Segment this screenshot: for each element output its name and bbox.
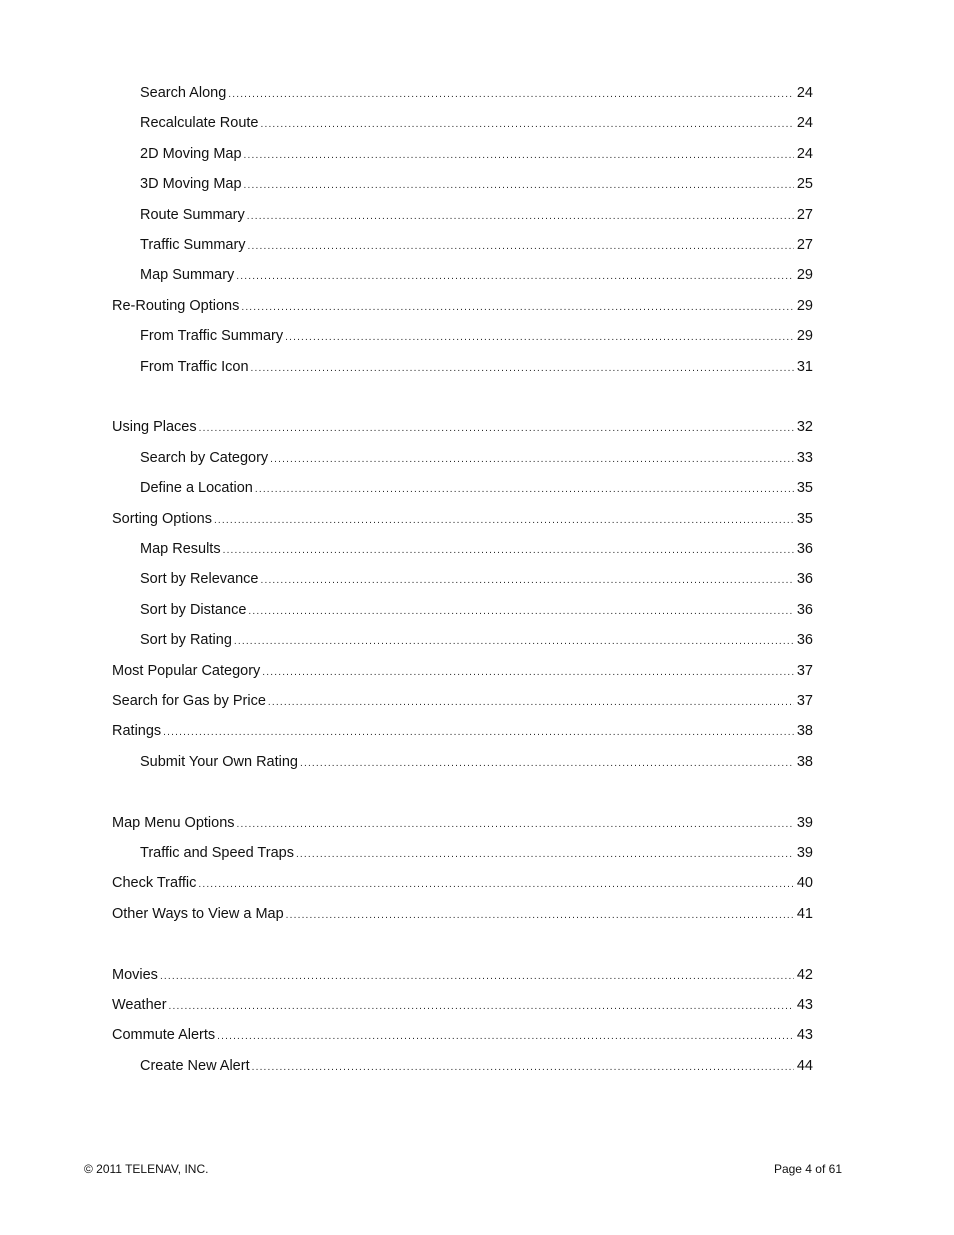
toc-entry-title: Search Along <box>140 85 227 101</box>
toc-entry-page: 24 <box>796 115 813 131</box>
toc-entry-title: Sort by Relevance <box>140 571 259 587</box>
toc-dot-leader <box>270 450 794 470</box>
toc-entry-title: Submit Your Own Rating <box>140 754 298 770</box>
toc-entry-page: 37 <box>796 663 813 679</box>
toc-entry[interactable] <box>112 965 813 985</box>
footer-page-number: Page 4 of 61 <box>773 1162 842 1176</box>
toc-dot-leader <box>244 146 794 166</box>
toc-entry-title: Sort by Distance <box>140 602 247 618</box>
toc-entry[interactable] <box>112 509 813 529</box>
toc-entry-title: Map Results <box>140 541 221 557</box>
toc-entry-page: 24 <box>796 146 813 162</box>
toc-dot-leader <box>285 328 794 348</box>
toc-entry-title: Define a Location <box>140 480 253 496</box>
toc-entry[interactable] <box>140 539 813 559</box>
toc-entry[interactable] <box>140 113 813 133</box>
toc-entry-title: Map Menu Options <box>112 815 235 831</box>
toc-dot-leader <box>169 997 794 1017</box>
toc-dot-leader <box>247 207 794 227</box>
toc-entry-page: 32 <box>796 419 813 435</box>
toc-entry[interactable] <box>140 326 813 346</box>
toc-entry[interactable] <box>112 691 813 711</box>
toc-entry-title: Other Ways to View a Map <box>112 906 284 922</box>
toc-dot-leader <box>223 541 794 561</box>
toc-dot-leader <box>214 511 794 531</box>
toc-entry-title: 3D Moving Map <box>140 176 242 192</box>
toc-entry-page: 29 <box>796 267 813 283</box>
toc-entry[interactable] <box>140 843 813 863</box>
toc-entry[interactable] <box>140 600 813 620</box>
toc-dot-leader <box>286 906 794 926</box>
toc-entry-page: 29 <box>796 328 813 344</box>
toc-dot-leader <box>296 845 794 865</box>
toc-entry-page: 36 <box>796 541 813 557</box>
toc-entry[interactable] <box>112 813 813 833</box>
toc-entry-title: Search by Category <box>140 450 269 466</box>
toc-entry-page: 36 <box>796 571 813 587</box>
toc-entry-page: 36 <box>796 602 813 618</box>
toc-entry-page: 40 <box>796 875 813 891</box>
toc-entry[interactable] <box>112 873 813 893</box>
toc-entry-title: Map Summary <box>140 267 235 283</box>
toc-entry-title: Sort by Rating <box>140 632 232 648</box>
toc-entry[interactable] <box>112 417 813 437</box>
toc-entry-page: 39 <box>796 815 813 831</box>
toc-entry-page: 37 <box>796 693 813 709</box>
toc-dot-leader <box>198 875 794 895</box>
toc-dot-leader <box>160 967 794 987</box>
toc-entry[interactable] <box>140 752 813 772</box>
toc-entry-title: From Traffic Summary <box>140 328 284 344</box>
toc-entry-page: 31 <box>796 359 813 375</box>
toc-entry[interactable] <box>140 235 813 255</box>
toc-entry-page: 39 <box>796 845 813 861</box>
toc-entry-page: 29 <box>796 298 813 314</box>
toc-entry-page: 35 <box>796 511 813 527</box>
toc-entry[interactable] <box>140 448 813 468</box>
toc-dot-leader <box>300 754 794 774</box>
toc-dot-leader <box>255 480 794 500</box>
toc-dot-leader <box>236 267 794 287</box>
toc-entry-page: 38 <box>796 723 813 739</box>
toc-entry[interactable] <box>112 1025 813 1045</box>
toc-entry-page: 38 <box>796 754 813 770</box>
toc-entry[interactable] <box>140 83 813 103</box>
toc-entry-title: Most Popular Category <box>112 663 261 679</box>
toc-dot-leader <box>199 419 794 439</box>
toc-entry-title: Commute Alerts <box>112 1027 216 1043</box>
toc-dot-leader <box>241 298 794 318</box>
toc-entry-title: Weather <box>112 997 167 1013</box>
toc-entry-title: Traffic and Speed Traps <box>140 845 294 861</box>
toc-entry-page: 41 <box>796 906 813 922</box>
toc-dot-leader <box>261 115 794 135</box>
toc-entry-page: 43 <box>796 1027 813 1043</box>
toc-dot-leader <box>268 693 794 713</box>
toc-dot-leader <box>234 632 794 652</box>
toc-entry-title: Re-Routing Options <box>112 298 240 314</box>
toc-entry-title: 2D Moving Map <box>140 146 242 162</box>
toc-entry-page: 36 <box>796 632 813 648</box>
toc-entry[interactable] <box>140 265 813 285</box>
toc-entry[interactable] <box>140 1056 813 1076</box>
toc-entry-title: Check Traffic <box>112 875 197 891</box>
toc-entry-page: 44 <box>796 1058 813 1074</box>
toc-entry[interactable] <box>112 904 813 924</box>
toc-entry-title: Using Places <box>112 419 197 435</box>
toc-entry[interactable] <box>140 144 813 164</box>
toc-entry[interactable] <box>140 478 813 498</box>
toc-entry-title: Traffic Summary <box>140 237 246 253</box>
toc-entry[interactable] <box>140 205 813 225</box>
toc-entry[interactable] <box>140 174 813 194</box>
toc-entry-title: Route Summary <box>140 207 245 223</box>
toc-entry-page: 43 <box>796 997 813 1013</box>
toc-entry-title: Movies <box>112 967 158 983</box>
toc-entry-title: Search for Gas by Price <box>112 693 266 709</box>
toc-dot-leader <box>260 571 793 591</box>
toc-entry[interactable] <box>140 630 813 650</box>
toc-entry-title: Recalculate Route <box>140 115 259 131</box>
toc-entry[interactable] <box>112 995 813 1015</box>
toc-dot-leader <box>262 663 794 683</box>
toc-entry[interactable] <box>140 357 813 377</box>
toc-entry-page: 27 <box>796 207 813 223</box>
footer-copyright: © 2011 TELENAV, INC. <box>84 1162 209 1176</box>
toc-dot-leader <box>237 815 794 835</box>
toc-entry-page: 42 <box>796 967 813 983</box>
toc-entry-page: 24 <box>796 85 813 101</box>
toc-dot-leader <box>248 237 794 257</box>
toc-entry-page: 25 <box>796 176 813 192</box>
toc-dot-leader <box>252 1058 794 1078</box>
toc-dot-leader <box>228 85 794 105</box>
toc-dot-leader <box>251 359 794 379</box>
toc-entry[interactable] <box>112 661 813 681</box>
toc-dot-leader <box>163 723 794 743</box>
toc-entry[interactable] <box>112 296 813 316</box>
toc-entry-title: From Traffic Icon <box>140 359 249 375</box>
toc-entry-page: 35 <box>796 480 813 496</box>
toc-entry-page: 33 <box>796 450 813 466</box>
toc-dot-leader <box>217 1027 794 1047</box>
toc-dot-leader <box>248 602 793 622</box>
toc-dot-leader <box>244 176 794 196</box>
toc-entry-title: Create New Alert <box>140 1058 250 1074</box>
toc-entry[interactable] <box>112 721 813 741</box>
toc-entry[interactable] <box>140 569 813 589</box>
toc-entry-page: 27 <box>796 237 813 253</box>
toc-entry-title: Ratings <box>112 723 162 739</box>
toc-entry-title: Sorting Options <box>112 511 212 527</box>
